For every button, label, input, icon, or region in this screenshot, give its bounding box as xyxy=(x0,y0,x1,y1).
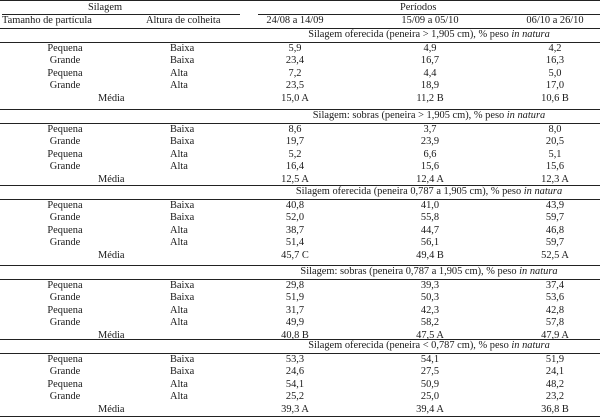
mean-row xyxy=(0,404,600,416)
cell-harvest-height: Alta xyxy=(170,304,188,316)
section-title-italic: in natura xyxy=(506,110,546,121)
cell-harvest-height: Alta xyxy=(170,391,188,403)
mean-period-2: 39,4 A xyxy=(416,403,444,415)
cell-period-1: 51,9 xyxy=(285,292,305,304)
section-title xyxy=(258,110,600,122)
table-row xyxy=(0,305,600,317)
cell-particle-size: Grande xyxy=(49,391,81,403)
cell-period-1: 7,2 xyxy=(288,67,302,79)
section-title-text: Silagem oferecida (peneira 0,787 a 1,905 cm), % peso xyxy=(295,186,522,197)
cell-period-3: 51,9 xyxy=(545,354,565,365)
cell-period-1: 19,7 xyxy=(285,136,305,148)
cell-period-1: 38,7 xyxy=(285,224,305,236)
cell-period-3: 5,1 xyxy=(548,148,562,160)
cell-period-1: 23,5 xyxy=(285,80,305,92)
mean-label: Média xyxy=(98,249,125,261)
cell-harvest-height: Alta xyxy=(170,224,188,236)
table-row xyxy=(0,124,600,136)
cell-period-2: 58,2 xyxy=(420,317,440,329)
table-row xyxy=(0,149,600,161)
cell-period-3: 43,9 xyxy=(545,200,565,211)
table-row xyxy=(0,200,600,212)
cell-period-3: 5,0 xyxy=(548,67,562,79)
cell-harvest-height: Baixa xyxy=(170,354,195,365)
cell-particle-size: Grande xyxy=(49,366,81,378)
mean-period-2: 11,2 B xyxy=(416,92,444,104)
cell-harvest-height: Alta xyxy=(170,237,188,249)
cell-period-3: 59,7 xyxy=(545,237,565,249)
cell-period-3: 20,5 xyxy=(545,136,565,148)
table-row xyxy=(0,161,600,173)
cell-particle-size: Grande xyxy=(49,212,81,224)
mean-label: Média xyxy=(98,329,125,341)
section-title-text: Silagem: sobras (peneira > 1,905 cm), % peso xyxy=(312,110,505,121)
header-particle-size: Tamanho de partícula xyxy=(2,15,92,26)
cell-particle-size: Pequena xyxy=(47,43,83,54)
mean-period-3: 36,8 B xyxy=(541,403,569,415)
section-title-italic: in natura xyxy=(523,186,563,197)
section-title-text: Silagem: sobras (peneira 0,787 a 1,905 cm), % peso xyxy=(300,266,517,277)
mean-period-3: 47,9 A xyxy=(541,329,569,341)
cell-period-3: 8,0 xyxy=(548,124,562,135)
cell-harvest-height: Baixa xyxy=(170,366,195,378)
table-row xyxy=(0,366,600,378)
section-title-text: Silagem oferecida (peneira > 1,905 cm), % peso xyxy=(308,29,509,40)
mean-period-2: 49,4 B xyxy=(416,249,444,261)
cell-particle-size: Pequena xyxy=(47,378,83,390)
mean-period-1: 15,0 A xyxy=(281,92,309,104)
cell-period-3: 42,8 xyxy=(545,304,565,316)
section-title xyxy=(258,186,600,198)
cell-period-3: 15,6 xyxy=(545,161,565,173)
table-row xyxy=(0,237,600,249)
cell-particle-size: Pequena xyxy=(47,354,83,365)
cell-harvest-height: Alta xyxy=(170,67,188,79)
cell-period-3: 59,7 xyxy=(545,212,565,224)
cell-period-2: 27,5 xyxy=(420,366,440,378)
mean-period-1: 45,7 C xyxy=(281,249,309,261)
cell-period-2: 56,1 xyxy=(420,237,440,249)
cell-harvest-height: Alta xyxy=(170,317,188,329)
header-period-1: 24/08 a 14/09 xyxy=(266,15,324,26)
cell-period-1: 25,2 xyxy=(285,391,305,403)
cell-particle-size: Pequena xyxy=(47,224,83,236)
cell-period-3: 23,2 xyxy=(545,391,565,403)
cell-harvest-height: Baixa xyxy=(170,55,195,67)
cell-period-2: 16,7 xyxy=(420,55,440,67)
cell-period-3: 46,8 xyxy=(545,224,565,236)
table-row xyxy=(0,379,600,391)
header-period-2: 15/09 a 05/10 xyxy=(401,15,459,26)
table-row xyxy=(0,391,600,403)
cell-harvest-height: Baixa xyxy=(170,212,195,224)
mean-label: Média xyxy=(98,173,125,185)
cell-period-2: 25,0 xyxy=(420,391,440,403)
mean-row xyxy=(0,93,600,105)
section-title-text: Silagem oferecida (peneira < 0,787 cm), % peso xyxy=(308,340,509,351)
cell-period-1: 5,9 xyxy=(288,43,302,54)
table-row xyxy=(0,43,600,55)
cell-period-1: 24,6 xyxy=(285,366,305,378)
cell-particle-size: Grande xyxy=(49,80,81,92)
cell-particle-size: Grande xyxy=(49,161,81,173)
cell-harvest-height: Baixa xyxy=(170,136,195,148)
cell-harvest-height: Alta xyxy=(170,80,188,92)
cell-period-2: 50,3 xyxy=(420,292,440,304)
cell-harvest-height: Baixa xyxy=(170,280,195,291)
section-title xyxy=(258,340,600,352)
section-title xyxy=(258,266,600,278)
header-harvest-height: Altura de colheita xyxy=(146,15,221,26)
cell-particle-size: Pequena xyxy=(47,67,83,79)
section-title-italic: in natura xyxy=(519,266,558,277)
cell-harvest-height: Alta xyxy=(170,161,188,173)
cell-particle-size: Pequena xyxy=(47,124,83,135)
cell-period-3: 37,4 xyxy=(545,280,565,291)
cell-period-2: 15,6 xyxy=(420,161,440,173)
mean-row xyxy=(0,250,600,262)
cell-particle-size: Grande xyxy=(49,292,81,304)
cell-period-1: 53,3 xyxy=(285,354,305,365)
cell-harvest-height: Baixa xyxy=(170,200,195,211)
mean-label: Média xyxy=(98,92,125,104)
cell-particle-size: Grande xyxy=(49,55,81,67)
cell-harvest-height: Baixa xyxy=(170,292,195,304)
cell-particle-size: Pequena xyxy=(47,304,83,316)
table-row xyxy=(0,292,600,304)
mean-label: Média xyxy=(98,403,125,415)
cell-period-1: 8,6 xyxy=(288,124,302,135)
cell-period-3: 17,0 xyxy=(545,80,565,92)
table-top-rule xyxy=(0,0,600,1)
cell-period-3: 4,2 xyxy=(548,43,562,54)
mean-row xyxy=(0,174,600,186)
section-title-italic: in natura xyxy=(511,340,550,351)
cell-period-2: 55,8 xyxy=(420,212,440,224)
table-row xyxy=(0,136,600,148)
cell-period-3: 57,8 xyxy=(545,317,565,329)
cell-period-2: 3,7 xyxy=(423,124,437,135)
cell-period-3: 16,3 xyxy=(545,55,565,67)
cell-particle-size: Grande xyxy=(49,136,81,148)
cell-harvest-height: Alta xyxy=(170,378,188,390)
cell-period-1: 52,0 xyxy=(285,212,305,224)
header-silagem: Silagem xyxy=(88,2,123,13)
cell-period-1: 16,4 xyxy=(285,161,305,173)
cell-harvest-height: Baixa xyxy=(170,43,195,54)
mean-period-1: 40,8 B xyxy=(281,329,309,341)
table-row xyxy=(0,80,600,92)
cell-period-2: 4,4 xyxy=(423,67,437,79)
table-row xyxy=(0,212,600,224)
cell-period-2: 44,7 xyxy=(420,224,440,236)
cell-period-2: 4,9 xyxy=(423,43,437,54)
table-row xyxy=(0,317,600,329)
mean-period-3: 10,6 B xyxy=(541,92,569,104)
table-row xyxy=(0,280,600,292)
cell-period-1: 23,4 xyxy=(285,55,305,67)
cell-particle-size: Grande xyxy=(49,237,81,249)
cell-particle-size: Grande xyxy=(49,317,81,329)
table-row xyxy=(0,354,600,366)
section-title xyxy=(258,29,600,41)
cell-period-1: 5,2 xyxy=(288,148,302,160)
cell-period-1: 49,9 xyxy=(285,317,305,329)
cell-period-2: 6,6 xyxy=(423,148,437,160)
section-title-italic: in natura xyxy=(511,29,550,40)
table-row xyxy=(0,55,600,67)
cell-particle-size: Pequena xyxy=(47,280,83,291)
cell-particle-size: Pequena xyxy=(47,200,83,211)
cell-harvest-height: Alta xyxy=(170,148,188,160)
cell-period-2: 54,1 xyxy=(420,354,440,365)
header-period-3: 06/10 a 26/10 xyxy=(526,15,584,26)
table-bottom-rule xyxy=(0,416,600,417)
cell-particle-size: Pequena xyxy=(47,148,83,160)
mean-period-3: 52,5 A xyxy=(541,249,569,261)
cell-period-3: 48,2 xyxy=(545,378,565,390)
cell-period-1: 29,8 xyxy=(285,280,305,291)
cell-period-1: 31,7 xyxy=(285,304,305,316)
cell-period-1: 51,4 xyxy=(285,237,305,249)
cell-period-2: 18,9 xyxy=(420,80,440,92)
cell-period-2: 42,3 xyxy=(420,304,440,316)
cell-period-1: 40,8 xyxy=(285,200,305,211)
mean-period-1: 12,5 A xyxy=(281,173,309,185)
table-row xyxy=(0,225,600,237)
mean-period-2: 47,5 A xyxy=(416,329,444,341)
cell-period-2: 41,0 xyxy=(420,200,440,211)
cell-period-2: 39,3 xyxy=(420,280,440,291)
cell-period-2: 23,9 xyxy=(420,136,440,148)
cell-period-1: 54,1 xyxy=(285,378,305,390)
mean-period-1: 39,3 A xyxy=(281,403,309,415)
cell-harvest-height: Baixa xyxy=(170,124,195,135)
table-row xyxy=(0,68,600,80)
mean-period-3: 12,3 A xyxy=(541,173,569,185)
cell-period-3: 53,6 xyxy=(545,292,565,304)
cell-period-2: 50,9 xyxy=(420,378,440,390)
header-periodos: Períodos xyxy=(400,2,437,13)
cell-period-3: 24,1 xyxy=(545,366,565,378)
mean-period-2: 12,4 A xyxy=(416,173,444,185)
